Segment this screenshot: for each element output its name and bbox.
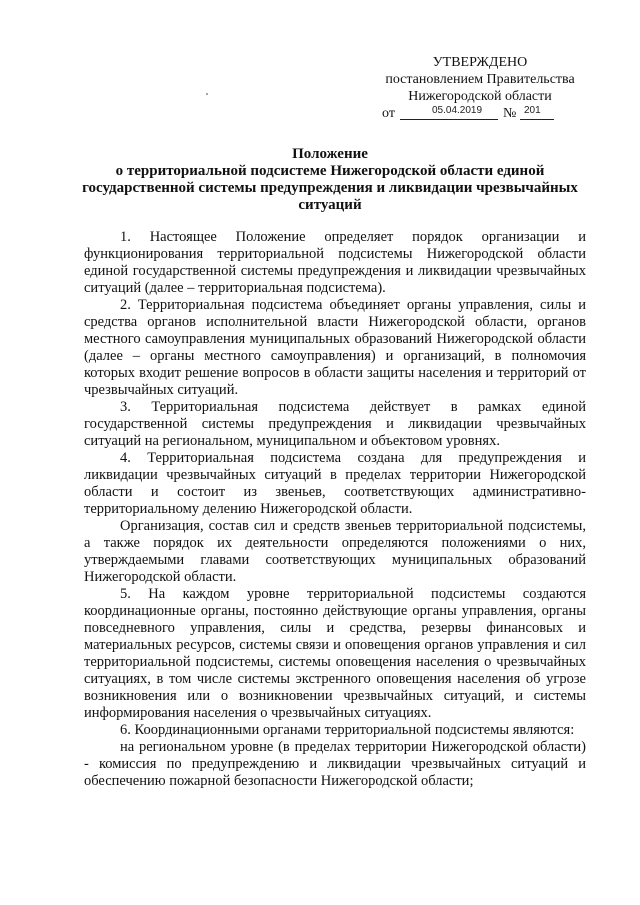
number-value: 201 [524, 105, 541, 116]
approved-label: УТВЕРЖДЕНО [432, 55, 528, 70]
paragraph-5: 5. На каждом уровне территориальной подсистемы создаются координационные органы, постоянно действующие органы управления, органы повседневного управления, силы и средства, резервы финансовых и материальных ресурсов, системы связи и оповещения органов управления и сил территориальной подсистемы, системы оповещения населения о чрезвычайных ситуациях, в том числе системы экстренного оповещения населения об угрозе возникновения или о возникновении чрезвычайных ситуаций, и системы информирования населения о чрезвычайных ситуациях. [84, 586, 586, 721]
paragraph-4: 4. Территориальная подсистема создана для предупреждения и ликвидации чрезвычайных ситуаций в пределах территории Нижегородской области и состоит из звеньев, соответствующих административно-территориальному делению Нижегородской области. [84, 450, 586, 517]
date-prefix: от [382, 106, 395, 121]
document-body [84, 229, 586, 790]
resolution-label: постановлением Правительства [385, 72, 575, 87]
approval-stamp [360, 54, 600, 123]
title-line-1: Положение [292, 146, 368, 162]
paragraph-3: 3. Территориальная подсистема действует в рамках единой государственной системы предупреждения и ликвидации чрезвычайных ситуаций на региональном, муниципальном и объектовом уровнях. [84, 399, 586, 449]
paragraph-2: 2. Территориальная подсистема объединяет органы управления, силы и средства органов исполнительной власти Нижегородской области, органов местного самоуправления муниципальных образований Нижегородской области (далее – органы местного самоуправления) и организаций, в полномочия которых входит решение вопросов в области защиты населения и территорий от чрезвычайных ситуаций. [84, 297, 586, 398]
title-line-3: государственной системы предупреждения и ликвидации чрезвычайных [82, 180, 578, 196]
paragraph-4-continued: Организация, состав сил и средств звеньев территориальной подсистемы, а также порядок их деятельности определяются положениями о них, утверждаемыми главами соответствующих муниципальных образований Нижегородской области. [84, 518, 586, 585]
number-underline [520, 119, 554, 120]
title-line-4: ситуаций [298, 197, 362, 213]
date-number-line [360, 105, 600, 123]
paragraph-6-item: на региональном уровне (в пределах территории Нижегородской области) - комиссия по предупреждению и ликвидации чрезвычайных ситуаций и обеспечению пожарной безопасности Нижегородской области; [84, 739, 586, 789]
title-line-2: о территориальной подсистеме Нижегородской области единой [115, 163, 545, 179]
date-underline [400, 119, 498, 120]
scan-speck [206, 93, 208, 95]
paragraph-1: 1. Настоящее Положение определяет порядок организации и функционирования территориальной подсистемы Нижегородской области единой государственной системы предупреждения и ликвидации чрезвычайных ситуаций (далее – территориальная подсистема). [84, 229, 586, 296]
region-label: Нижегородской области [408, 89, 552, 104]
document-title [60, 146, 600, 214]
paragraph-6: 6. Координационными органами территориальной подсистемы являются: [120, 722, 575, 738]
date-value: 05.04.2019 [432, 105, 483, 116]
number-prefix: № [503, 106, 517, 121]
